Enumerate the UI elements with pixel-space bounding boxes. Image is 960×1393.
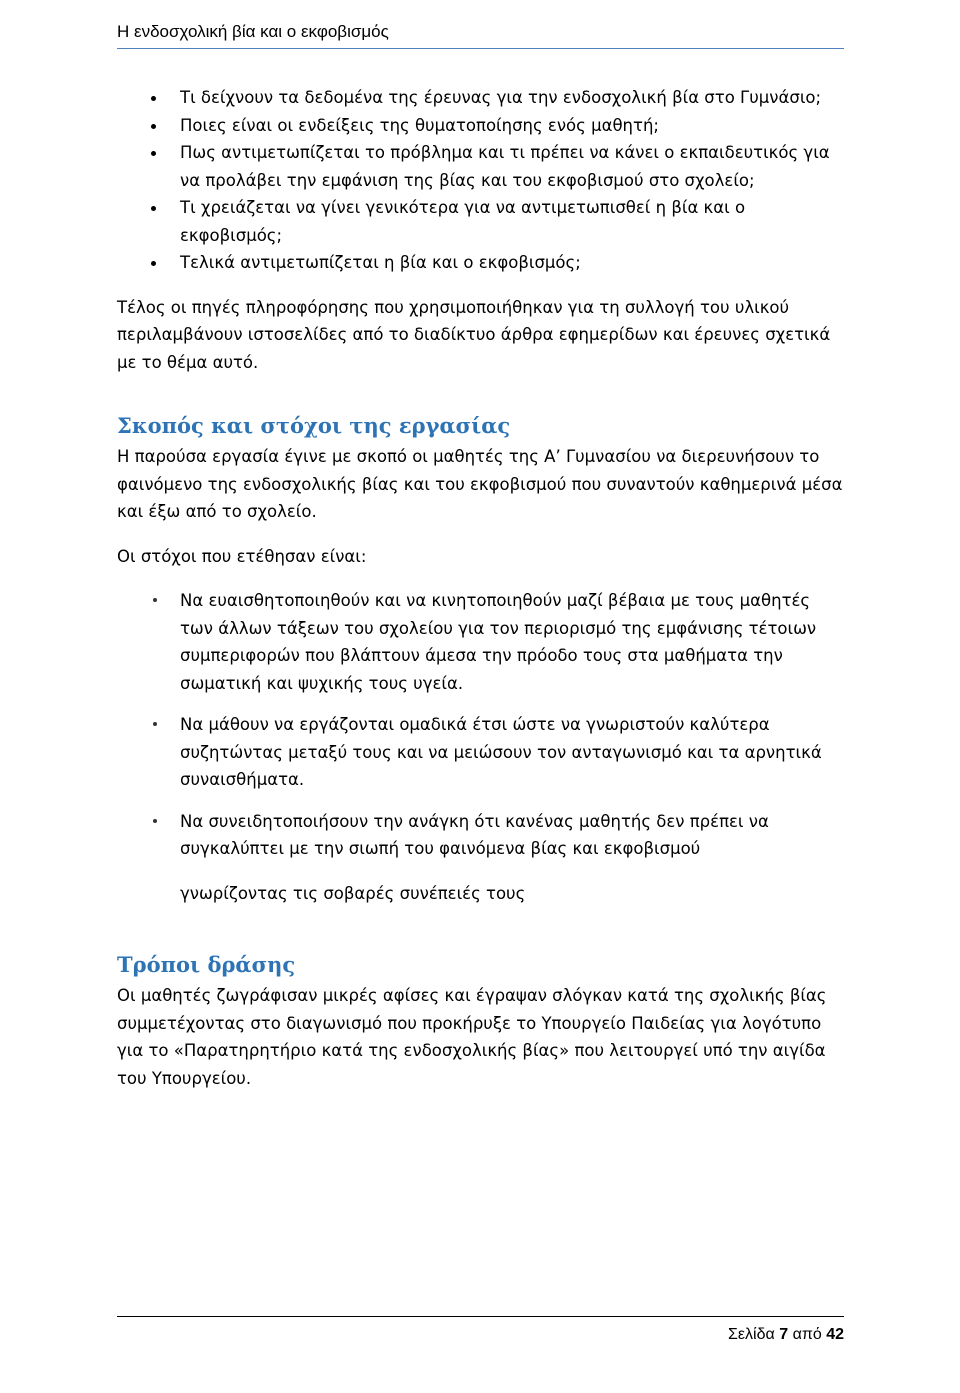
running-header bbox=[117, 22, 844, 49]
list-item-text: Να συνειδητοποιήσουν την ανάγκη ότι κανένας μαθητής δεν πρέπει να συγκαλύπτει με την σιωπή του φαινόμενα βίας και εκφοβισμού bbox=[180, 811, 769, 858]
footer-prefix: Σελίδα bbox=[728, 1326, 775, 1343]
header-title: Η ενδοσχολική βία και ο εκφοβισμός bbox=[117, 22, 389, 41]
list-item-text: Ποιες είναι οι ενδείξεις της θυματοποίησης ενός μαθητή; bbox=[180, 115, 659, 135]
page-number: 7 bbox=[779, 1326, 789, 1343]
goals-intro: Οι στόχοι που ετέθησαν είναι: bbox=[117, 546, 367, 566]
section-heading-purpose: Σκοπός και στόχοι της εργασίας bbox=[117, 413, 511, 438]
list-item bbox=[117, 711, 847, 794]
bullet-icon bbox=[151, 151, 156, 156]
section-heading-actions: Τρόποι δράσης bbox=[117, 952, 296, 977]
bullet-icon bbox=[153, 819, 157, 823]
bullet-icon bbox=[151, 124, 156, 129]
page-total: 42 bbox=[826, 1326, 844, 1343]
footer-sep: από bbox=[792, 1326, 822, 1343]
list-item bbox=[117, 249, 847, 277]
list-item bbox=[117, 194, 847, 249]
list-item bbox=[117, 808, 847, 863]
bullet-icon bbox=[151, 261, 156, 266]
list-item bbox=[117, 587, 847, 697]
bullet-icon bbox=[153, 598, 157, 602]
goal-continuation: γνωρίζοντας τις σοβαρές συνέπειές τους bbox=[180, 883, 526, 903]
page-body bbox=[117, 84, 847, 1092]
bullet-icon bbox=[153, 722, 157, 726]
list-item bbox=[117, 112, 847, 140]
bullet-icon bbox=[151, 96, 156, 101]
list-item bbox=[117, 84, 847, 112]
list-item-text: Τι δείχνουν τα δεδομένα της έρευνας για την ενδοσχολική βία στο Γυμνάσιο; bbox=[180, 88, 822, 107]
list-item-text: Πως αντιμετωπίζεται το πρόβλημα και τι πρέπει να κάνει ο εκπαιδευτικός για να προλάβει την εμφάνιση της βίας και του εκφοβισμού στο σχολείο; bbox=[180, 143, 830, 190]
actions-paragraph: Οι μαθητές ζωγράφισαν μικρές αφίσες και έγραψαν σλόγκαν κατά της σχολικής βίας συμμετέχοντας στο διαγωνισμό που προκήρυξε το Υπουργείο Παιδείας για λογότυπο για το «Παρατηρητήριο κατά της ενδοσχολικής βίας» που λειτουργεί υπό την αιγίδα του Υπουργείου. bbox=[117, 986, 827, 1088]
list-item-text: Να μάθουν να εργάζονται ομαδικά έτσι ώστε να γνωριστούν καλύτερα συζητώντας μεταξύ τους και να μειώσουν τον ανταγωνισμό και τα αρνητικά συναισθήματα. bbox=[180, 715, 822, 789]
list-item-text: Τι χρειάζεται να γίνει γενικότερα για να αντιμετωπισθεί η βία και ο εκφοβισμός; bbox=[180, 198, 746, 245]
list-item-text: Τελικά αντιμετωπίζεται η βία και ο εκφοβισμός; bbox=[180, 253, 581, 272]
list-item-text: Να ευαισθητοποιηθούν και να κινητοποιηθούν μαζί βέβαια με τους μαθητές των άλλων τάξεων του σχολείου για τον περιορισμό της εμφάνισης τέτοιων συμπεριφορών που βλάπτουν άμεσα την πρόοδο τους στα μαθήματα την σωματική και ψυχικής τους υγεία. bbox=[180, 591, 817, 693]
page-footer bbox=[117, 1316, 844, 1344]
purpose-paragraph: Η παρούσα εργασία έγινε με σκοπό οι μαθητές της Α’ Γυμνασίου να διερευνήσουν το φαινόμενο της ενδοσχολικής βίας και του εκφοβισμού που συναντούν καθημερινά μέσα και έξω από το σχολείο. bbox=[117, 447, 843, 521]
goals-list bbox=[117, 587, 847, 863]
bullet-icon bbox=[151, 206, 156, 211]
questions-list bbox=[117, 84, 847, 277]
sources-paragraph: Τέλος οι πηγές πληροφόρησης που χρησιμοποιήθηκαν για τη συλλογή του υλικού περιλαμβάνουν ιστοσελίδες από το διαδίκτυο άρθρα εφημερίδων και έρευνες σχετικά με το θέμα αυτό. bbox=[117, 297, 831, 372]
list-item bbox=[117, 139, 847, 194]
